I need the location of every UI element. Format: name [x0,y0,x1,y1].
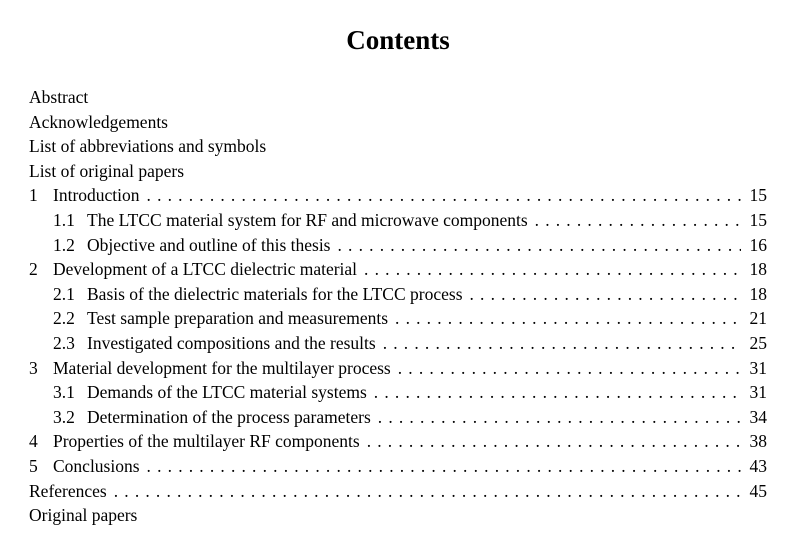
toc-entry-label: Introduction [53,185,140,206]
toc-entry-number: 1 [29,185,38,206]
toc-entry-number: 2 [29,259,38,280]
toc-entry-section-2-3[interactable] [29,331,767,356]
toc-entry-page: 34 [749,406,767,427]
toc-entry-page: 18 [749,283,767,304]
toc-entry-page: 38 [749,431,767,452]
toc-entry-label: Abstract [29,87,89,107]
toc-entry-number: 2.2 [53,308,75,329]
dot-leader [364,257,741,282]
toc-entry-label: Properties of the multilayer RF components [53,431,360,452]
toc-entry-acknowledgements[interactable] [29,110,767,135]
toc-entry-abbreviations[interactable] [29,134,767,159]
toc-entry-section-1-1[interactable] [29,208,767,233]
toc-entry-chapter-2[interactable] [29,257,767,282]
dot-leader [147,183,741,208]
toc-entry-label: Material development for the multilayer process [53,357,391,378]
dot-leader [374,380,741,405]
toc-entry-label: Original papers [29,505,138,526]
toc-entry-page: 25 [749,332,767,353]
toc-entry-page: 21 [749,308,767,329]
toc-entry-page: 15 [749,185,767,206]
toc-entry-references[interactable] [29,479,767,504]
dot-leader [338,233,742,258]
toc-entry-number: 3.1 [53,382,75,403]
toc-entry-page: 45 [749,480,767,501]
toc-entry-chapter-1[interactable] [29,183,767,208]
toc-entry-section-3-1[interactable] [29,380,767,405]
toc-entry-number: 5 [29,455,38,476]
toc-entry-original-papers-list[interactable] [29,159,767,184]
dot-leader [383,331,741,356]
dot-leader [367,429,741,454]
toc-entry-section-3-2[interactable] [29,405,767,430]
dot-leader [147,454,741,479]
toc-entry-label: Objective and outline of this thesis [87,234,331,255]
toc-entry-label: References [29,480,107,501]
toc-entry-page: 31 [749,382,767,403]
toc-entry-label: Investigated compositions and the results [87,332,376,353]
toc-entry-page: 31 [749,357,767,378]
toc-entry-number: 3.2 [53,406,75,427]
toc-entry-chapter-3[interactable] [29,356,767,381]
dot-leader [398,356,741,381]
toc-entry-number: 2.1 [53,283,75,304]
toc-entry-label: Development of a LTCC dielectric material [53,259,358,280]
toc-entry-label: Test sample preparation and measurements [87,308,389,329]
toc-entry-label: Conclusions [53,455,140,476]
toc-entry-label: List of abbreviations and symbols [29,136,267,157]
toc-entry-original-papers[interactable] [29,503,767,528]
toc-entry-number: 1.1 [53,209,75,230]
toc-entry-label: List of original papers [29,160,185,181]
toc-entry-label: Determination of the process parameters [87,406,371,427]
toc-entry-number: 3 [29,357,38,378]
toc-entry-page: 16 [749,234,767,255]
toc-entry-chapter-4[interactable] [29,429,767,454]
toc-entry-section-1-2[interactable] [29,233,767,258]
toc-entry-label: The LTCC material system for RF and microwave components [87,209,528,230]
toc-entry-label: Basis of the dielectric materials for the LTCC process [87,283,463,304]
toc-entry-page: 43 [749,455,767,476]
toc-entry-page: 15 [749,209,767,230]
toc-entry-chapter-5[interactable] [29,454,767,479]
dot-leader [470,282,742,307]
dot-leader [114,479,741,504]
toc-entry-label: Acknowledgements [29,111,168,132]
toc-entry-number: 1.2 [53,234,75,255]
toc-entry-label: Demands of the LTCC material systems [87,382,367,403]
dot-leader [378,405,741,430]
dot-leader [395,306,741,331]
toc-entry-section-2-1[interactable] [29,282,767,307]
toc-entry-abstract[interactable] [29,85,767,110]
dot-leader [535,208,741,233]
toc-entry-number: 2.3 [53,332,75,353]
table-of-contents [29,85,767,528]
page-title: Contents [346,25,450,55]
toc-entry-page: 18 [749,259,767,280]
toc-entry-number: 4 [29,431,38,452]
toc-entry-section-2-2[interactable] [29,306,767,331]
